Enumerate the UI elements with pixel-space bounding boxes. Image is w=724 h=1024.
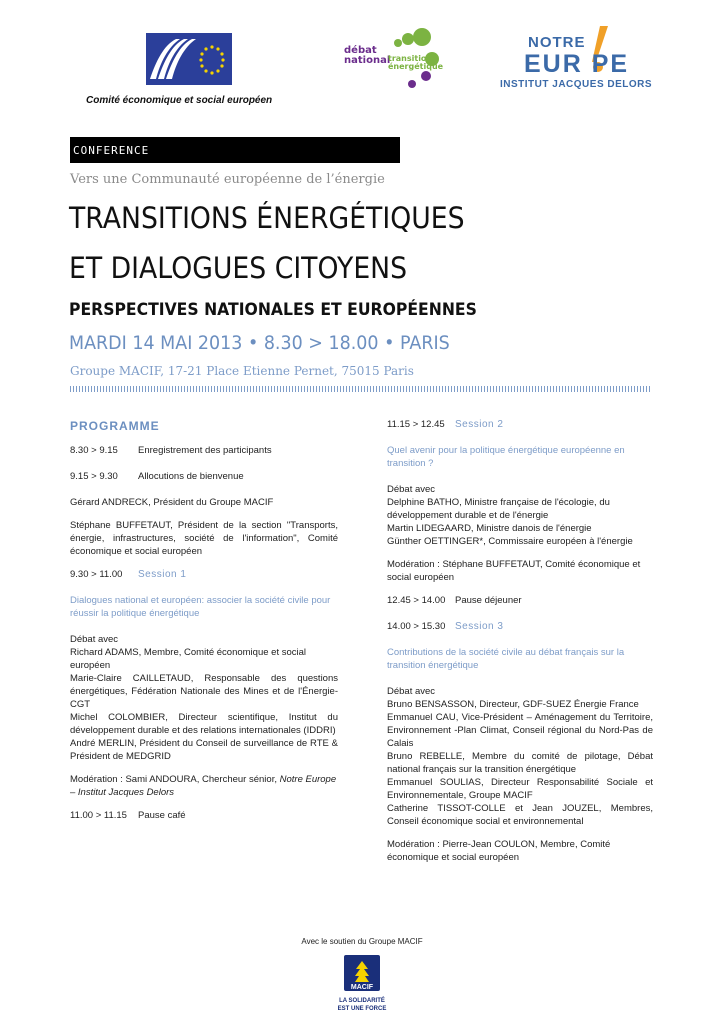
programme-right-column [387,418,653,874]
session2-label: Session 2 [455,419,504,430]
subtitle: Vers une Communauté européenne de l’énergie [70,172,385,187]
session1-label: Session 1 [138,569,187,580]
lunch-text: Pause déjeuner [455,595,522,606]
debate-participant: Emmanuel CAU, Vice-Président – Aménagement du Territoire, Environnement -Plan Climat, Conseil régional du Nord-Pas de Calais [387,712,653,749]
programme-heading: PROGRAMME [70,419,160,433]
session2-debate [387,483,653,548]
debate-participant: Catherine TISSOT-COLLE et Jean JOUZEL, Membres, Conseil économique social et environnemental [387,803,653,827]
debate-participant: Michel COLOMBIER, Directeur scientifique, Institut du développement durable et des relations internationales (IDDRI) [70,712,338,736]
eesc-label: Comité économique et social européen [86,95,273,106]
speaker-buffetaut: Stéphane BUFFETAUT, Président de la section "Transports, énergie, infrastructures, société de l'information", Comité économique et social européen [70,520,338,557]
lunch-time: 12.45 > 14.00 [387,595,446,606]
conference-banner [70,137,400,163]
session3-moderation: Modération : Pierre-Jean COULON, Membre, Comité économique et social européen [387,839,611,863]
session3-debate [387,685,653,828]
notre-europe-logo [492,22,672,94]
break-time: 11.00 > 11.15 [70,810,127,821]
debate-participant: Delphine BATHO, Ministre française de l'écologie, du développement durable et de l'énergie [387,497,610,521]
ne-line3: INSTITUT JACQUES DELORS [500,79,653,90]
banner-label: CONFERENCE [73,144,150,157]
event-address: Groupe MACIF, 17-21 Place Etienne Pernet, 75015 Paris [70,364,414,378]
session3-time: 14.00 > 15.30 [387,621,446,632]
subtitle-perspectives: PERSPECTIVES NATIONALES ET EUROPÉENNES [69,300,477,320]
debate-participant: Marie-Claire CAILLETAUD, Responsable des questions énergétiques, Fédération Nationale des Mines et de l'Énergie-CGT [70,673,338,710]
session1-moderation [70,773,338,799]
session3-row [387,620,653,633]
session1-debate [70,633,338,763]
debate-participant: Emmanuel SOULIAS, Directeur Responsabilité Sociale et Environnementale, Groupe MACIF [387,777,653,801]
dnte-line1: débat [344,45,377,56]
debate-label: Débat avec [387,484,436,495]
debate-label: Débat avec [387,686,436,697]
macif-slogan-line2: EST UNE FORCE [337,1006,387,1012]
event-date: MARDI 14 MAI 2013 • 8.30 > 18.00 • PARIS [69,332,450,354]
support-text: Avec le soutien du Groupe MACIF [301,937,423,946]
main-title-line1: TRANSITIONS ÉNERGÉTIQUES [69,201,465,235]
dnte-line4: énergétique [388,62,444,71]
session2-row [387,418,653,431]
macif-name: MACIF [350,984,374,991]
debate-participant: Bruno REBELLE, Membre du comité de pilotage, Débat national français sur la transition énergétique [387,751,653,775]
moderation-text: Modération : Sami ANDOURA, Chercheur sénior, [70,774,280,785]
eesc-logo [146,33,232,85]
programme-row [70,444,338,457]
session1-title: Dialogues national et européen: associer la société civile pour réussir la politique énergétique [70,595,331,619]
lunch-row [387,594,653,607]
debate-participant: Günther OETTINGER*, Commissaire européen à l'énergie [387,536,633,547]
speaker-andreck: Gérard ANDRECK, Président du Groupe MACIF [70,497,274,508]
debate-label: Débat avec [70,634,119,645]
ne-line2: EUR PE [524,50,630,78]
break-text: Pause café [138,810,186,821]
dotted-divider [70,386,652,392]
dnte-line3: transition [388,54,433,63]
debate-participant: Bruno BENSASSON, Directeur, GDF-SUEZ Énergie France [387,699,639,710]
session1-time: 9.30 > 11.00 [70,569,123,580]
macif-slogan-line1: LA SOLIDARITÉ [339,998,385,1004]
row-time: 9.15 > 9.30 [70,471,118,482]
debat-national-logo [340,24,446,92]
session2-title: Quel avenir pour la politique énergétique européenne en transition ? [387,445,625,469]
main-title-line2: ET DIALOGUES CITOYENS [69,251,408,285]
session3-label: Session 3 [455,621,504,632]
macif-logo [336,955,388,1017]
session3-title: Contributions de la société civile au débat français sur la transition énergétique [387,647,625,671]
debate-participant: Richard ADAMS, Membre, Comité économique et social européen [70,647,307,671]
row-text: Allocutions de bienvenue [138,471,244,482]
programme-left-column [70,420,338,835]
row-time: 8.30 > 9.15 [70,445,118,456]
programme-row [70,470,338,483]
break-row [70,809,338,822]
row-text: Enregistrement des participants [138,445,272,456]
ne-line1: NOTRE [528,34,586,51]
session2-moderation: Modération : Stéphane BUFFETAUT, Comité économique et social européen [387,559,641,583]
moderation-org: Notre Europe – Institut Jacques Delors [70,774,337,798]
session1-row [70,568,338,581]
dnte-line2: national [344,55,391,66]
session2-time: 11.15 > 12.45 [387,419,445,430]
debate-participant: André MERLIN, Président du Conseil de surveillance de RTE & Président de MEDGRID [70,738,338,762]
debate-participant: Martin LIDEGAARD, Ministre danois de l'énergie [387,523,592,534]
